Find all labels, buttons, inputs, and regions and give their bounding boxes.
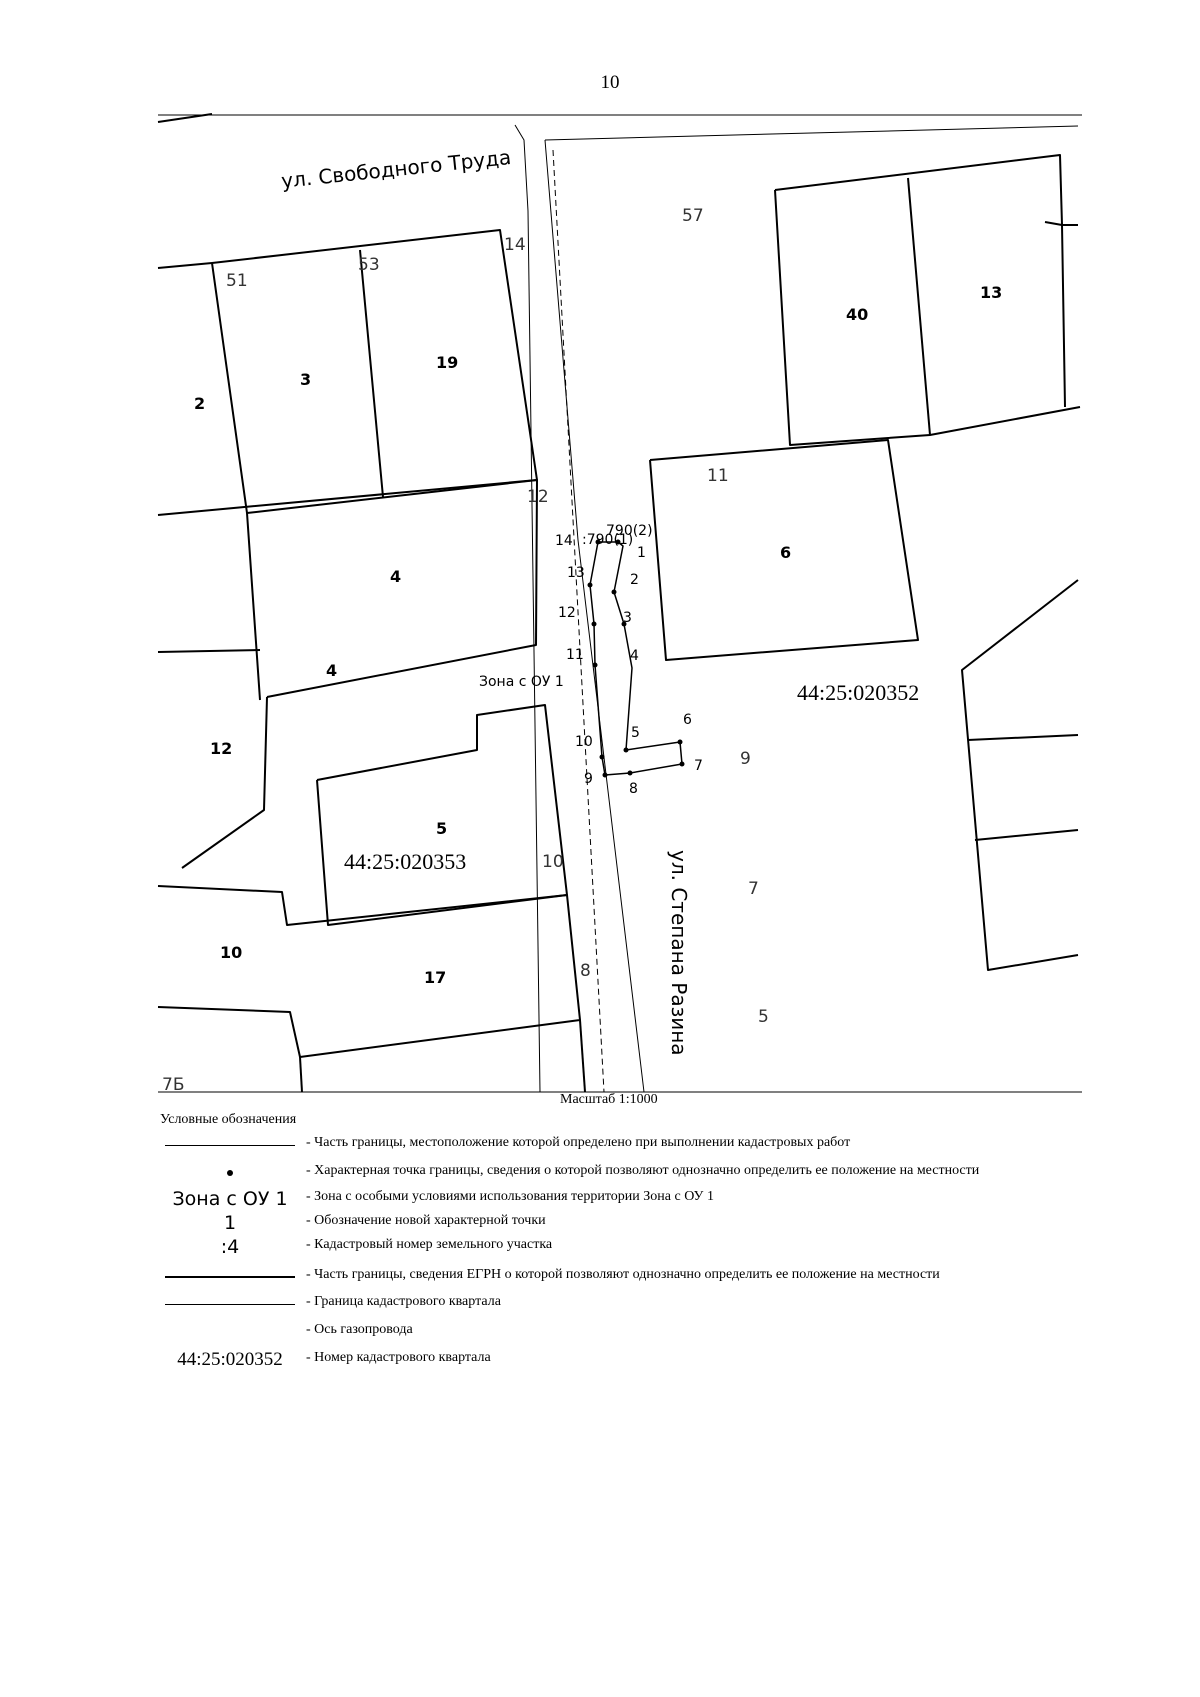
house-number: 53 — [358, 255, 380, 275]
legend-symbol — [160, 1132, 300, 1158]
point-number: 4 — [630, 648, 639, 664]
parcel-12-boundary — [182, 697, 267, 868]
house-number: 7 — [748, 879, 759, 899]
point-number: 8 — [629, 781, 638, 797]
house-number: 7Б — [162, 1075, 185, 1095]
street-label-svobodnogo-truda: ул. Свободного Труда — [280, 144, 513, 193]
parcel-block-south-east — [962, 580, 1078, 970]
legend-item-parcel-number — [160, 1234, 1090, 1260]
house-number: 12 — [527, 487, 549, 507]
legend-text: - Характерная точка границы, сведения о которой позволяют однозначно определить ее положение на местности — [306, 1163, 980, 1178]
quarter-number: 44:25:020352 — [797, 680, 920, 705]
parcel-17-south — [300, 1057, 302, 1092]
point-number: 12 — [558, 605, 576, 621]
legend-text: - Номер кадастрового квартала — [306, 1350, 491, 1365]
legend-item-new-point — [160, 1210, 1090, 1236]
parcel-number: 4 — [390, 567, 402, 586]
legend-symbol — [160, 1319, 300, 1345]
legend-item-egrn-boundary — [160, 1264, 1090, 1290]
parcel-boundary-3-19 — [360, 250, 383, 497]
parcel-number: 19 — [436, 353, 459, 372]
parcel-east-edge-south — [580, 1020, 585, 1092]
legend-symbol: 44:25:020352 — [177, 1349, 283, 1370]
thick-line-symbol — [165, 1276, 295, 1278]
parcel-block-north-east — [775, 155, 1078, 225]
parcel-number: 13 — [980, 283, 1003, 302]
parcel-number: 3 — [300, 370, 312, 389]
legend-item-characteristic-point — [160, 1160, 1090, 1186]
point-number: 5 — [631, 725, 640, 741]
point-number: 13 — [567, 565, 585, 581]
parcel-boundary-2-3 — [212, 263, 260, 700]
legend-symbol: :4 — [220, 1236, 240, 1258]
legend-symbol: Зона с ОУ 1 — [172, 1188, 288, 1210]
house-number: 57 — [682, 206, 704, 226]
house-number: 51 — [226, 271, 248, 291]
parcel-boundary-2-12 — [158, 650, 260, 652]
legend-text: - Зона с особыми условиями использования территории Зона с ОУ 1 — [306, 1189, 714, 1204]
point-number: 11 — [566, 647, 584, 663]
page-number: 10 — [600, 72, 620, 93]
parcel-13-east — [1045, 222, 1065, 407]
legend-item-gas-pipeline — [160, 1319, 1090, 1345]
parcel-number: 6 — [780, 543, 792, 562]
legend-symbol — [160, 1264, 300, 1290]
house-number: 5 — [758, 1007, 769, 1027]
street-label-stepana-razina: ул. Степана Разина — [667, 850, 691, 1056]
parcel-number: 4 — [326, 661, 338, 680]
quarter-boundary-east-top — [545, 126, 1078, 140]
parcel-number: 40 — [846, 305, 869, 324]
point-number: 10 — [575, 734, 593, 750]
thin-line-symbol — [165, 1145, 295, 1146]
point-number: 9 — [584, 771, 593, 787]
house-number: 10 — [542, 852, 564, 872]
legend-item-quarter-boundary — [160, 1291, 1090, 1317]
parcel-south-east-divider-1 — [968, 735, 1078, 740]
parcel-5 — [317, 705, 567, 925]
legend-item-surveyed-boundary — [160, 1132, 1090, 1158]
point-number: 14 — [555, 533, 573, 549]
gas-pipeline-axis — [553, 150, 604, 1092]
parcel-block-north-west — [158, 230, 537, 515]
point-symbol — [227, 1170, 233, 1176]
legend-symbol — [160, 1160, 300, 1186]
point-number: 1 — [637, 545, 646, 561]
parcel-4 — [247, 480, 537, 697]
zone-label: Зона с ОУ 1 — [479, 674, 564, 690]
legend-text: - Кадастровый номер земельного участка — [306, 1237, 553, 1252]
parcel-number: 17 — [424, 968, 447, 987]
legend-item-quarter-number — [160, 1347, 1090, 1373]
point-number: 7 — [694, 758, 703, 774]
thin-line-symbol — [165, 1304, 295, 1305]
legend-text: - Граница кадастрового квартала — [306, 1294, 501, 1309]
parcel-south-east-divider-2 — [975, 830, 1078, 840]
parcel-boundary-40-13 — [908, 178, 930, 435]
house-number: 9 — [740, 749, 751, 769]
point-number: 2 — [630, 572, 639, 588]
quarter-number: 44:25:020353 — [344, 849, 467, 874]
legend-text: - Ось газопровода — [306, 1322, 413, 1337]
point-number: 6 — [683, 712, 692, 728]
point-number: 3 — [623, 610, 632, 626]
parcel-number: 12 — [210, 739, 233, 758]
house-number: 11 — [707, 466, 729, 486]
legend-item-zone — [160, 1186, 1090, 1212]
house-number: 8 — [580, 961, 591, 981]
legend-symbol: 1 — [223, 1212, 237, 1234]
new-point-label: 790(2) — [606, 523, 653, 539]
map-scale: Масштаб 1:1000 — [560, 1092, 658, 1107]
parcel-10-17 — [158, 886, 580, 1057]
legend-text: - Часть границы, сведения ЕГРН о которой позволяют однозначно определить ее положение на местности — [306, 1267, 940, 1282]
parcel-number: 2 — [194, 394, 206, 413]
new-point-label: :790(1) — [582, 532, 634, 548]
parcel-number: 5 — [436, 819, 448, 838]
legend-text: - Часть границы, местоположение которой определено при выполнении кадастровых работ — [306, 1135, 851, 1150]
legend-text: - Обозначение новой характерной точки — [306, 1213, 546, 1228]
legend-symbol — [160, 1291, 300, 1317]
parcel-number: 10 — [220, 943, 243, 962]
house-number: 14 — [504, 235, 526, 255]
legend-title: Условные обозначения — [160, 1112, 297, 1127]
